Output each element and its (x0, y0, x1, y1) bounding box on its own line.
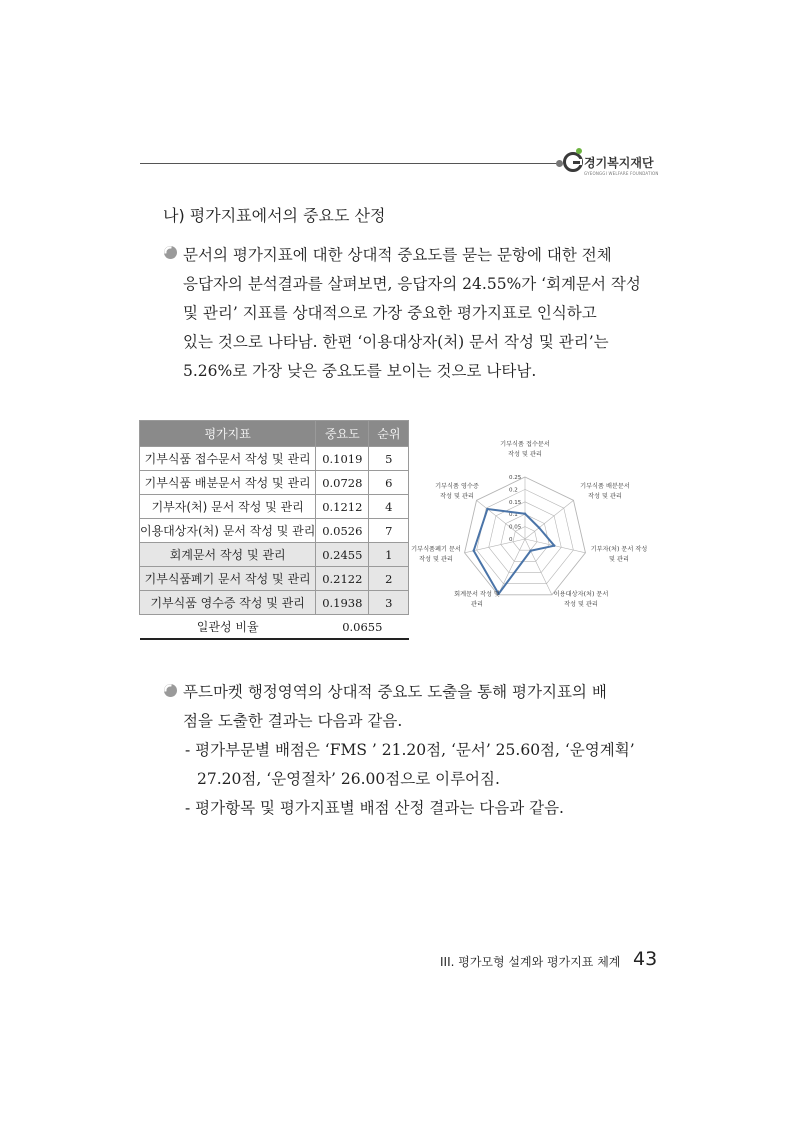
sub-item-line: - 평가항목 및 평가지표별 배점 산정 결과는 다음과 같음. (185, 799, 564, 817)
paragraph-1-line: 응답자의 분석결과를 살펴보면, 응답자의 24.55%가 ‘회계문서 작성 (183, 275, 641, 293)
radar-axis-label: 작성 및 관리 (419, 556, 453, 563)
radar-axis-label: 기부식품 접수문서 (500, 441, 550, 448)
rank-value: 2 (369, 567, 409, 591)
radar-data-point (553, 544, 555, 546)
rank-value: 1 (369, 543, 409, 567)
rank-value: 4 (369, 495, 409, 519)
radar-data-point (472, 550, 474, 552)
radar-axis-label: 기부식품 영수증 (435, 483, 479, 490)
table-row (140, 519, 409, 543)
table-row (140, 447, 409, 471)
table-header-rank: 순위 (369, 421, 409, 447)
paragraph-1-line: 및 관리’ 지표를 상대적으로 가장 중요한 평가지표로 인식하고 (183, 304, 597, 322)
org-logo (562, 147, 662, 181)
importance-table (139, 420, 409, 640)
radar-series-line (474, 509, 555, 594)
radar-tick-label: 0.25 (509, 475, 522, 481)
paragraph-1-line: 있는 것으로 나타남. 한편 ‘이용대상자(처) 문서 작성 및 관리’는 (183, 333, 609, 351)
paragraph-1-line: 문서의 평가지표에 대한 상대적 중요도를 묻는 문항에 대한 전체 (183, 246, 612, 264)
importance-value: 0.1019 (316, 447, 369, 471)
importance-value: 0.0728 (316, 471, 369, 495)
sphere-bullet-icon (163, 245, 178, 260)
radar-tick-label: 0.2 (509, 487, 518, 494)
radar-tick-label: 0 (509, 537, 513, 543)
radar-data-point (529, 550, 531, 552)
indicator-name: 기부식품 접수문서 작성 및 관리 (140, 447, 316, 471)
indicator-name: 회계문서 작성 및 관리 (140, 543, 316, 567)
table-row (140, 495, 409, 519)
radar-data-point (486, 508, 488, 510)
radar-tick-label: 0.15 (509, 499, 522, 506)
importance-value: 0.1938 (316, 591, 369, 615)
radar-axis-label: 작성 및 관리 (440, 493, 474, 500)
radar-axis-label: 기부자(처) 문서 작성 (590, 546, 648, 553)
radar-axis-label: 관리 (471, 601, 483, 608)
indicator-name: 이용대상자(처) 문서 작성 및 관리 (140, 519, 316, 543)
radar-axis-label: 및 관리 (609, 556, 629, 563)
rank-value: 7 (369, 519, 409, 543)
table-header-row (140, 421, 409, 447)
indicator-name: 기부자(처) 문서 작성 및 관리 (140, 495, 316, 519)
importance-value: 0.2455 (316, 543, 369, 567)
radar-axis-label: 회계문서 작성 및 (454, 591, 500, 598)
indicator-name: 기부식품 영수증 작성 및 관리 (140, 591, 316, 615)
sphere-bullet-icon (163, 683, 178, 698)
radar-axis-label: 기부식품 배분문서 (580, 483, 630, 490)
sub-item-line: 27.20점, ‘운영절차’ 26.00점으로 이루어짐. (197, 770, 500, 788)
table-footer-row (140, 615, 409, 640)
table-header-importance: 중요도 (316, 421, 369, 447)
table-header-indicator: 평가지표 (140, 421, 316, 447)
consistency-ratio-value: 0.0655 (316, 615, 409, 640)
radar-tick-label: 0.05 (509, 524, 522, 531)
rank-value: 3 (369, 591, 409, 615)
org-subtitle: GYEONGGI WELFARE FOUNDATION (584, 171, 659, 176)
radar-axis-label: 이용대상자(처) 문서 (553, 591, 609, 598)
rank-value: 6 (369, 471, 409, 495)
org-name: 경기복지재단 (584, 156, 654, 170)
foundation-logo-icon (562, 147, 584, 173)
indicator-name: 기부식품폐기 문서 작성 및 관리 (140, 567, 316, 591)
consistency-ratio-label: 일관성 비율 (140, 615, 316, 640)
importance-value: 0.2122 (316, 567, 369, 591)
radar-axis-label: 작성 및 관리 (588, 493, 622, 500)
page-number: 43 (633, 948, 658, 970)
paragraph-2-line: 점을 도출한 결과는 다음과 같음. (183, 712, 403, 730)
table-row-highlighted (140, 591, 409, 615)
importance-value: 0.0526 (316, 519, 369, 543)
importance-value: 0.1212 (316, 495, 369, 519)
paragraph-2-line: 푸드마켓 행정영역의 상대적 중요도 도출을 통해 평가지표의 배 (183, 683, 607, 701)
radar-axis-label: 작성 및 관리 (508, 451, 542, 458)
section-title: 나) 평가지표에서의 중요도 산정 (163, 206, 386, 225)
radar-data-point (524, 513, 526, 515)
radar-data-point (538, 527, 540, 529)
paragraph-1-line: 5.26%로 가장 낮은 중요도를 보이는 것으로 나타남. (183, 362, 537, 380)
chapter-footer: III. 평가모형 설계와 평가지표 체계 (440, 955, 621, 969)
radar-axis-label: 작성 및 관리 (564, 601, 598, 608)
table-row-highlighted (140, 543, 409, 567)
header-rule (140, 163, 558, 164)
indicator-name: 기부식품 배분문서 작성 및 관리 (140, 471, 316, 495)
sub-item-line: - 평가부문별 배점은 ‘FMS ’ 21.20점, ‘문서’ 25.60점, ‘운영계획’ (185, 741, 635, 759)
table-row (140, 471, 409, 495)
importance-radar-chart (411, 438, 648, 622)
radar-axis-label: 기부식품폐기 문서 (411, 546, 461, 553)
radar-tick-label: 0.1 (509, 512, 518, 519)
table-row-highlighted (140, 567, 409, 591)
radar-spoke (498, 539, 525, 595)
rank-value: 5 (369, 447, 409, 471)
